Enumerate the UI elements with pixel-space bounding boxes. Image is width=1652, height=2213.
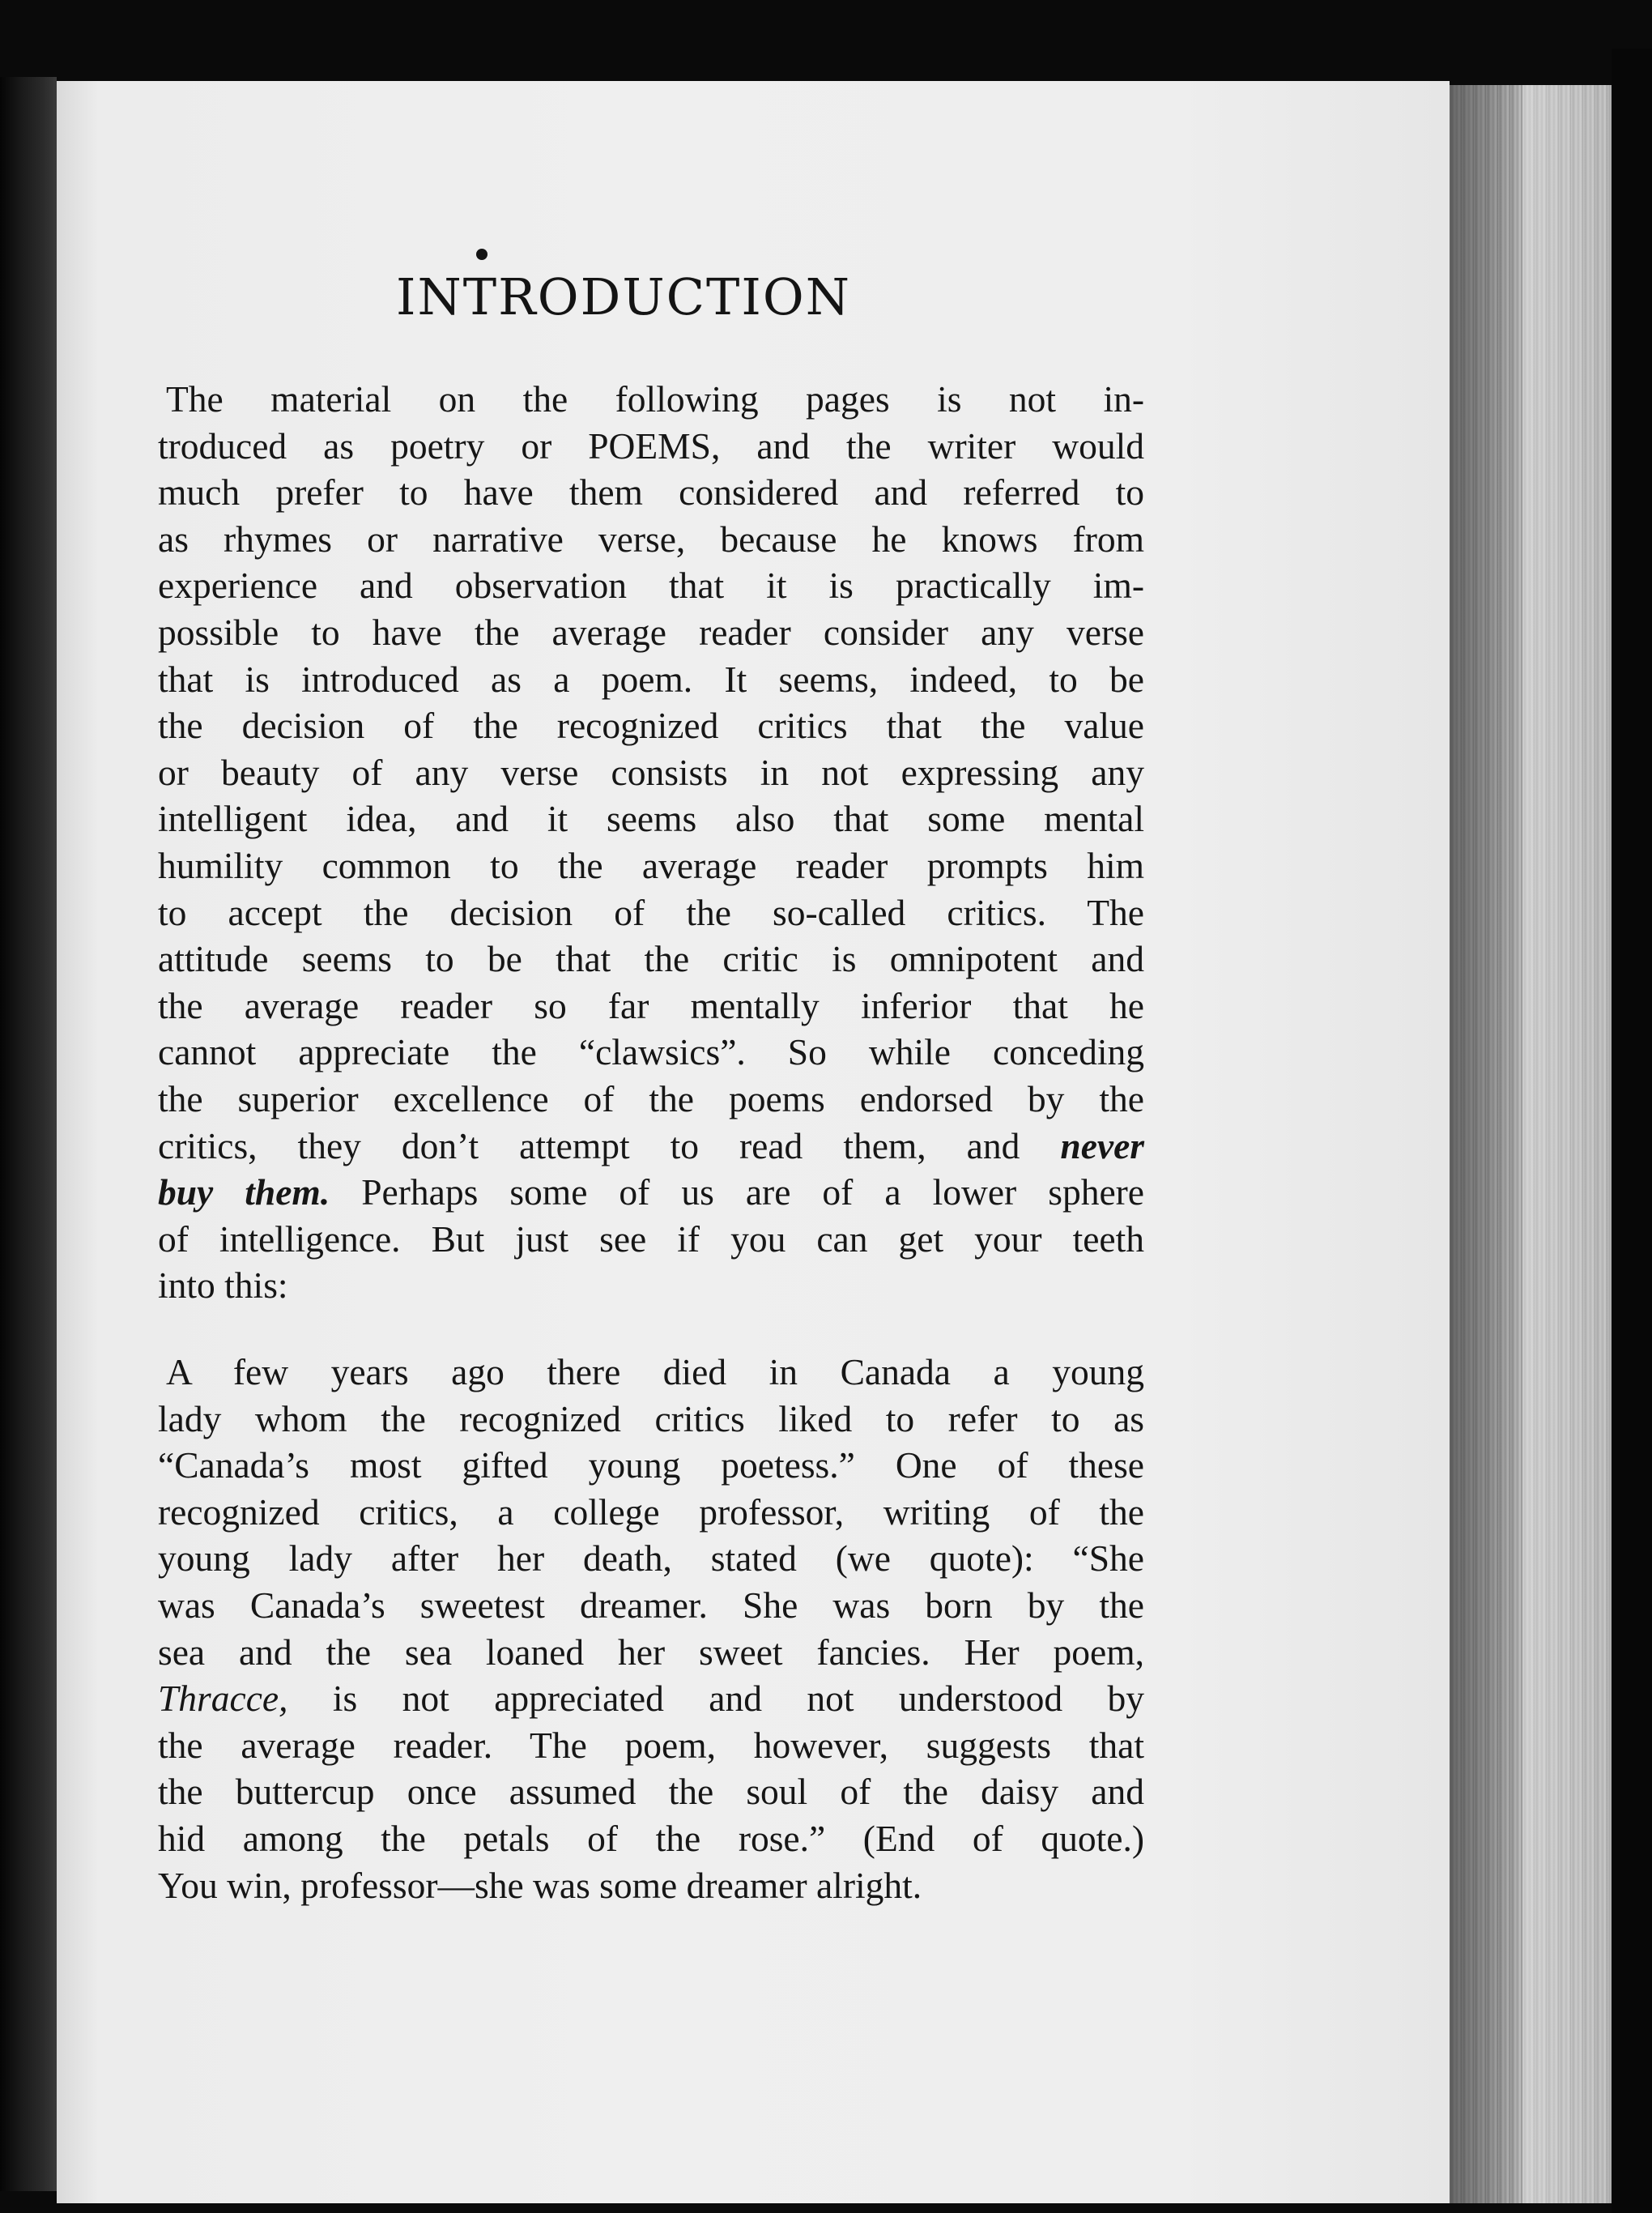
poem-title-italic: Thracce, [158,1678,288,1720]
paragraph-1 [158,376,1144,1309]
text-line: or beauty of any verse consists in not expressing any [158,751,1144,793]
emphasis-text: buy them. [158,1171,330,1213]
text-line: as rhymes or narrative verse, because he knows from [158,518,1144,560]
text-line: troduced as poetry or POEMS, and the writer would [158,424,1144,467]
text-line: the superior excellence of the poems endorsed by the [158,1077,1144,1119]
text-line: into this: [158,1264,288,1307]
text-line: the decision of the recognized critics that the value [158,705,1144,747]
paragraph-2 [158,1349,1144,1908]
title-ink-dot [476,249,488,260]
text-line: attitude seems to be that the critic is omnipotent and [158,938,1144,980]
book-binding-shadow [0,77,57,2191]
text-line: recognized critics, a college professor, writing of the [158,1490,1144,1533]
text-line: You win, professor—she was some dreamer alright. [158,1864,922,1906]
text-line-mixed [158,1675,1144,1722]
text-line: A few years ago there died in Canada a young [166,1351,1144,1392]
text-line: cannot appreciate the “clawsics”. So while conceding [158,1031,1144,1073]
text-line: possible to have the average reader consider any verse [158,611,1144,653]
text-line: to accept the decision of the so-called critics. The [158,891,1144,933]
text-line: intelligent idea, and it seems also that some mental [158,798,1144,840]
text-line: sea and the sea loaned her sweet fancies. Her poem, [158,1631,1144,1673]
page-edge-highlight [1522,85,1612,2203]
text-line: the buttercup once assumed the soul of the daisy and [158,1771,1144,1813]
text-run: critics, they don’t attempt to read them, and [158,1124,1020,1166]
text-line: was Canada’s sweetest dreamer. She was born by the [158,1584,1144,1626]
text-line-mixed [158,1169,1144,1216]
text-line: young lady after her death, stated (we quote): “She [158,1537,1144,1580]
text-line-mixed [158,1123,1144,1170]
text-line: the average reader so far mentally inferior that he [158,984,1144,1026]
text-line: humility common to the average reader prompts him [158,844,1144,886]
text-line: that is introduced as a poem. It seems, indeed, to be [158,658,1144,700]
text-line: much prefer to have them considered and referred to [158,471,1144,514]
page-edge-shadow [1450,85,1522,2203]
text-line: experience and observation that it is practically im- [158,565,1144,607]
emphasis-text: never [1060,1124,1144,1166]
text-line: The material on the following pages is not in- [166,378,1144,420]
text-run: is not appreciated and not understood by [332,1678,1144,1720]
text-line: hid among the petals of the rose.” (End of quote.) [158,1817,1144,1859]
text-run: Perhaps some of us are of a lower sphere [361,1171,1144,1213]
page-title: INTRODUCTION [396,267,851,326]
text-line: lady whom the recognized critics liked to refer to as [158,1397,1144,1439]
text-line: “Canada’s most gifted young poetess.” One of these [158,1444,1144,1486]
text-line: the average reader. The poem, however, suggests that [158,1724,1144,1766]
scan-border-right [1612,49,1652,2213]
text-line: of intelligence. But just see if you can get your teeth [158,1217,1144,1260]
